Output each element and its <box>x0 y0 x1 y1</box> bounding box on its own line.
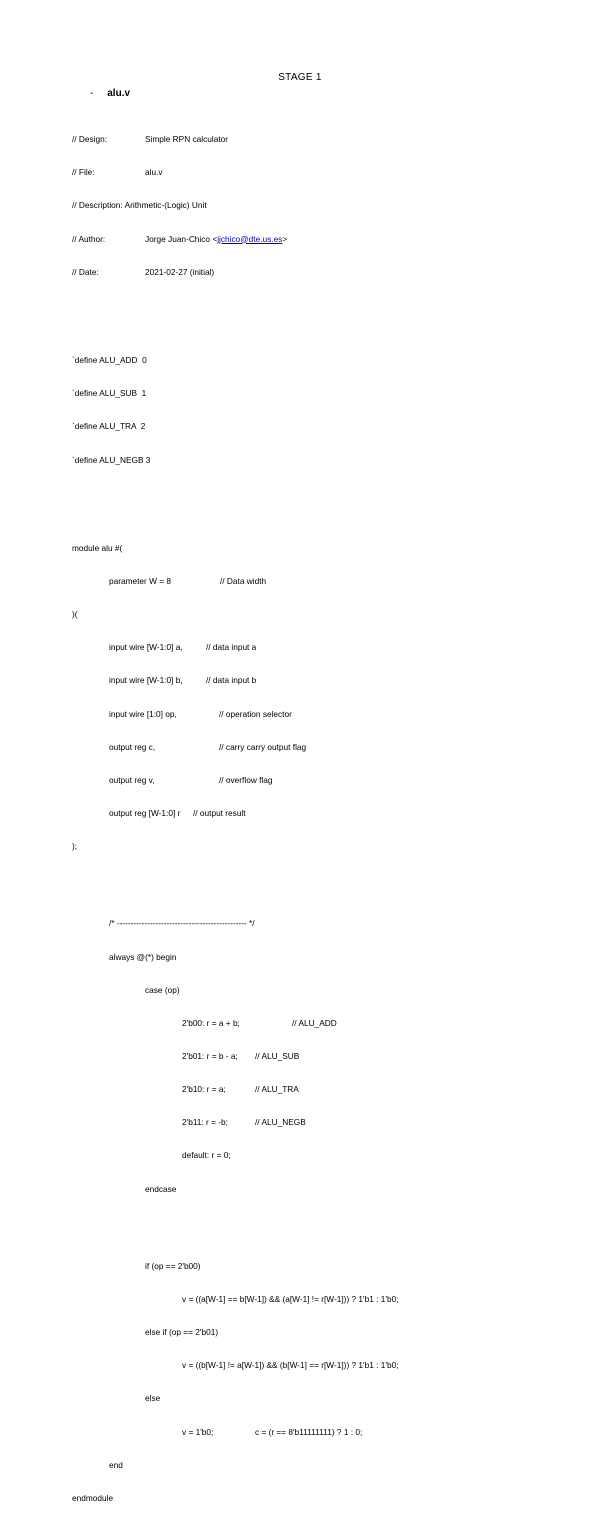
case-line <box>72 1018 399 1029</box>
case-comment: // ALU_ADD <box>292 1017 337 1028</box>
header-description-line: // Description: Arithmetic-(Logic) Unit <box>72 200 207 211</box>
parameter-comment: // Data width <box>220 576 267 587</box>
overflow-sub-expr: v = ((b[W-1] != a[W-1]) && (b[W-1] == r[W-1])) ? 1'b1 : 1'b0; <box>182 1360 399 1371</box>
always-block: always @(*) begin <box>109 951 177 962</box>
header-author-close: > <box>282 233 288 244</box>
define-alu-tra: `define ALU_TRA 2 <box>72 421 146 432</box>
header-file-label: // File: <box>72 167 95 178</box>
stage-title: STAGE 1 <box>278 72 322 83</box>
port-comment: // data input a <box>206 642 257 653</box>
if-add: if (op == 2'b00) <box>145 1260 201 1271</box>
port-line <box>72 808 399 819</box>
case-line <box>72 1150 399 1161</box>
header-design-line <box>72 134 399 145</box>
port-decl: input wire [W-1:0] a, <box>109 642 183 653</box>
case-comment: // ALU_NEGB <box>255 1117 306 1128</box>
header-date-value: 2021-02-27 (initial) <box>145 266 215 277</box>
header-design-label: // Design: <box>72 134 108 145</box>
port-comment: // carry carry output flag <box>219 741 307 752</box>
port-comment: // overflow flag <box>219 774 273 785</box>
always-end: end <box>109 1459 123 1470</box>
port-decl: output reg [W-1:0] r <box>109 808 181 818</box>
case-stmt: 2'b00: r = a + b; <box>182 1017 240 1028</box>
carry-expr: c = (r == 8'b11111111) ? 1 : 0; <box>255 1426 363 1437</box>
overflow-add-expr: v = ((a[W-1] == b[W-1]) && (a[W-1] != r[W-1])) ? 1'b1 : 1'b0; <box>182 1294 399 1305</box>
define-alu-add: `define ALU_ADD 0 <box>72 355 147 366</box>
file-heading <box>90 88 130 99</box>
module-open: module alu #( <box>72 542 123 553</box>
header-date-line <box>72 267 399 278</box>
header-author-label: // Author: <box>72 233 106 244</box>
separator-comment: /* ----------------------------------------------- */ <box>109 918 255 929</box>
ports-close: ); <box>72 841 78 852</box>
heading-filename: alu.v <box>107 88 131 99</box>
port-decl: input wire [1:0] op, <box>109 708 177 719</box>
ports-open: )( <box>72 609 78 620</box>
port-decl: output reg c, <box>109 741 156 752</box>
case-comment: // ALU_SUB <box>255 1051 300 1062</box>
port-decl: input wire [W-1:0] b, <box>109 675 183 686</box>
port-comment: // data input b <box>206 675 257 686</box>
case-stmt: 2'b10: r = a; <box>182 1084 226 1095</box>
port-line <box>72 642 399 653</box>
header-file-line <box>72 167 399 178</box>
parameter-decl: parameter W = 8 <box>109 576 172 587</box>
case-stmt: 2'b11: r = -b; <box>182 1117 228 1128</box>
case-open: case (op) <box>145 984 180 995</box>
else-if-sub: else if (op == 2'b01) <box>145 1327 219 1338</box>
header-author-line <box>72 234 399 245</box>
case-line <box>72 1051 399 1062</box>
header-design-value: Simple RPN calculator <box>145 134 228 145</box>
port-comment: // operation selector <box>219 708 292 719</box>
port-line <box>72 742 399 753</box>
port-decl: output reg v, <box>109 774 155 785</box>
port-comment: // output result <box>193 808 246 818</box>
header-date-label: // Date: <box>72 266 99 277</box>
case-stmt: 2'b01: r = b - a; <box>182 1051 238 1062</box>
header-author-name: Jorge Juan-Chico < <box>145 233 218 244</box>
case-comment: // ALU_TRA <box>255 1084 299 1095</box>
else-line <box>72 1427 399 1438</box>
else-branch: else <box>145 1393 161 1404</box>
case-stmt: default: r = 0; <box>182 1150 231 1161</box>
endcase: endcase <box>145 1183 177 1194</box>
case-line <box>72 1117 399 1128</box>
heading-bullet: - <box>90 88 94 99</box>
case-line <box>72 1084 399 1095</box>
endmodule: endmodule <box>72 1492 114 1503</box>
header-file-value: alu.v <box>145 167 163 178</box>
port-line <box>72 775 399 786</box>
port-line <box>72 675 399 686</box>
define-alu-negb: `define ALU_NEGB 3 <box>72 454 151 465</box>
author-email-link[interactable]: jjchico@dte.us.es <box>217 233 283 244</box>
port-line <box>72 709 399 720</box>
code-listing <box>72 101 399 1526</box>
define-alu-sub: `define ALU_SUB 1 <box>72 388 147 399</box>
parameter-line <box>72 576 399 587</box>
overflow-default: v = 1'b0; <box>182 1426 214 1437</box>
